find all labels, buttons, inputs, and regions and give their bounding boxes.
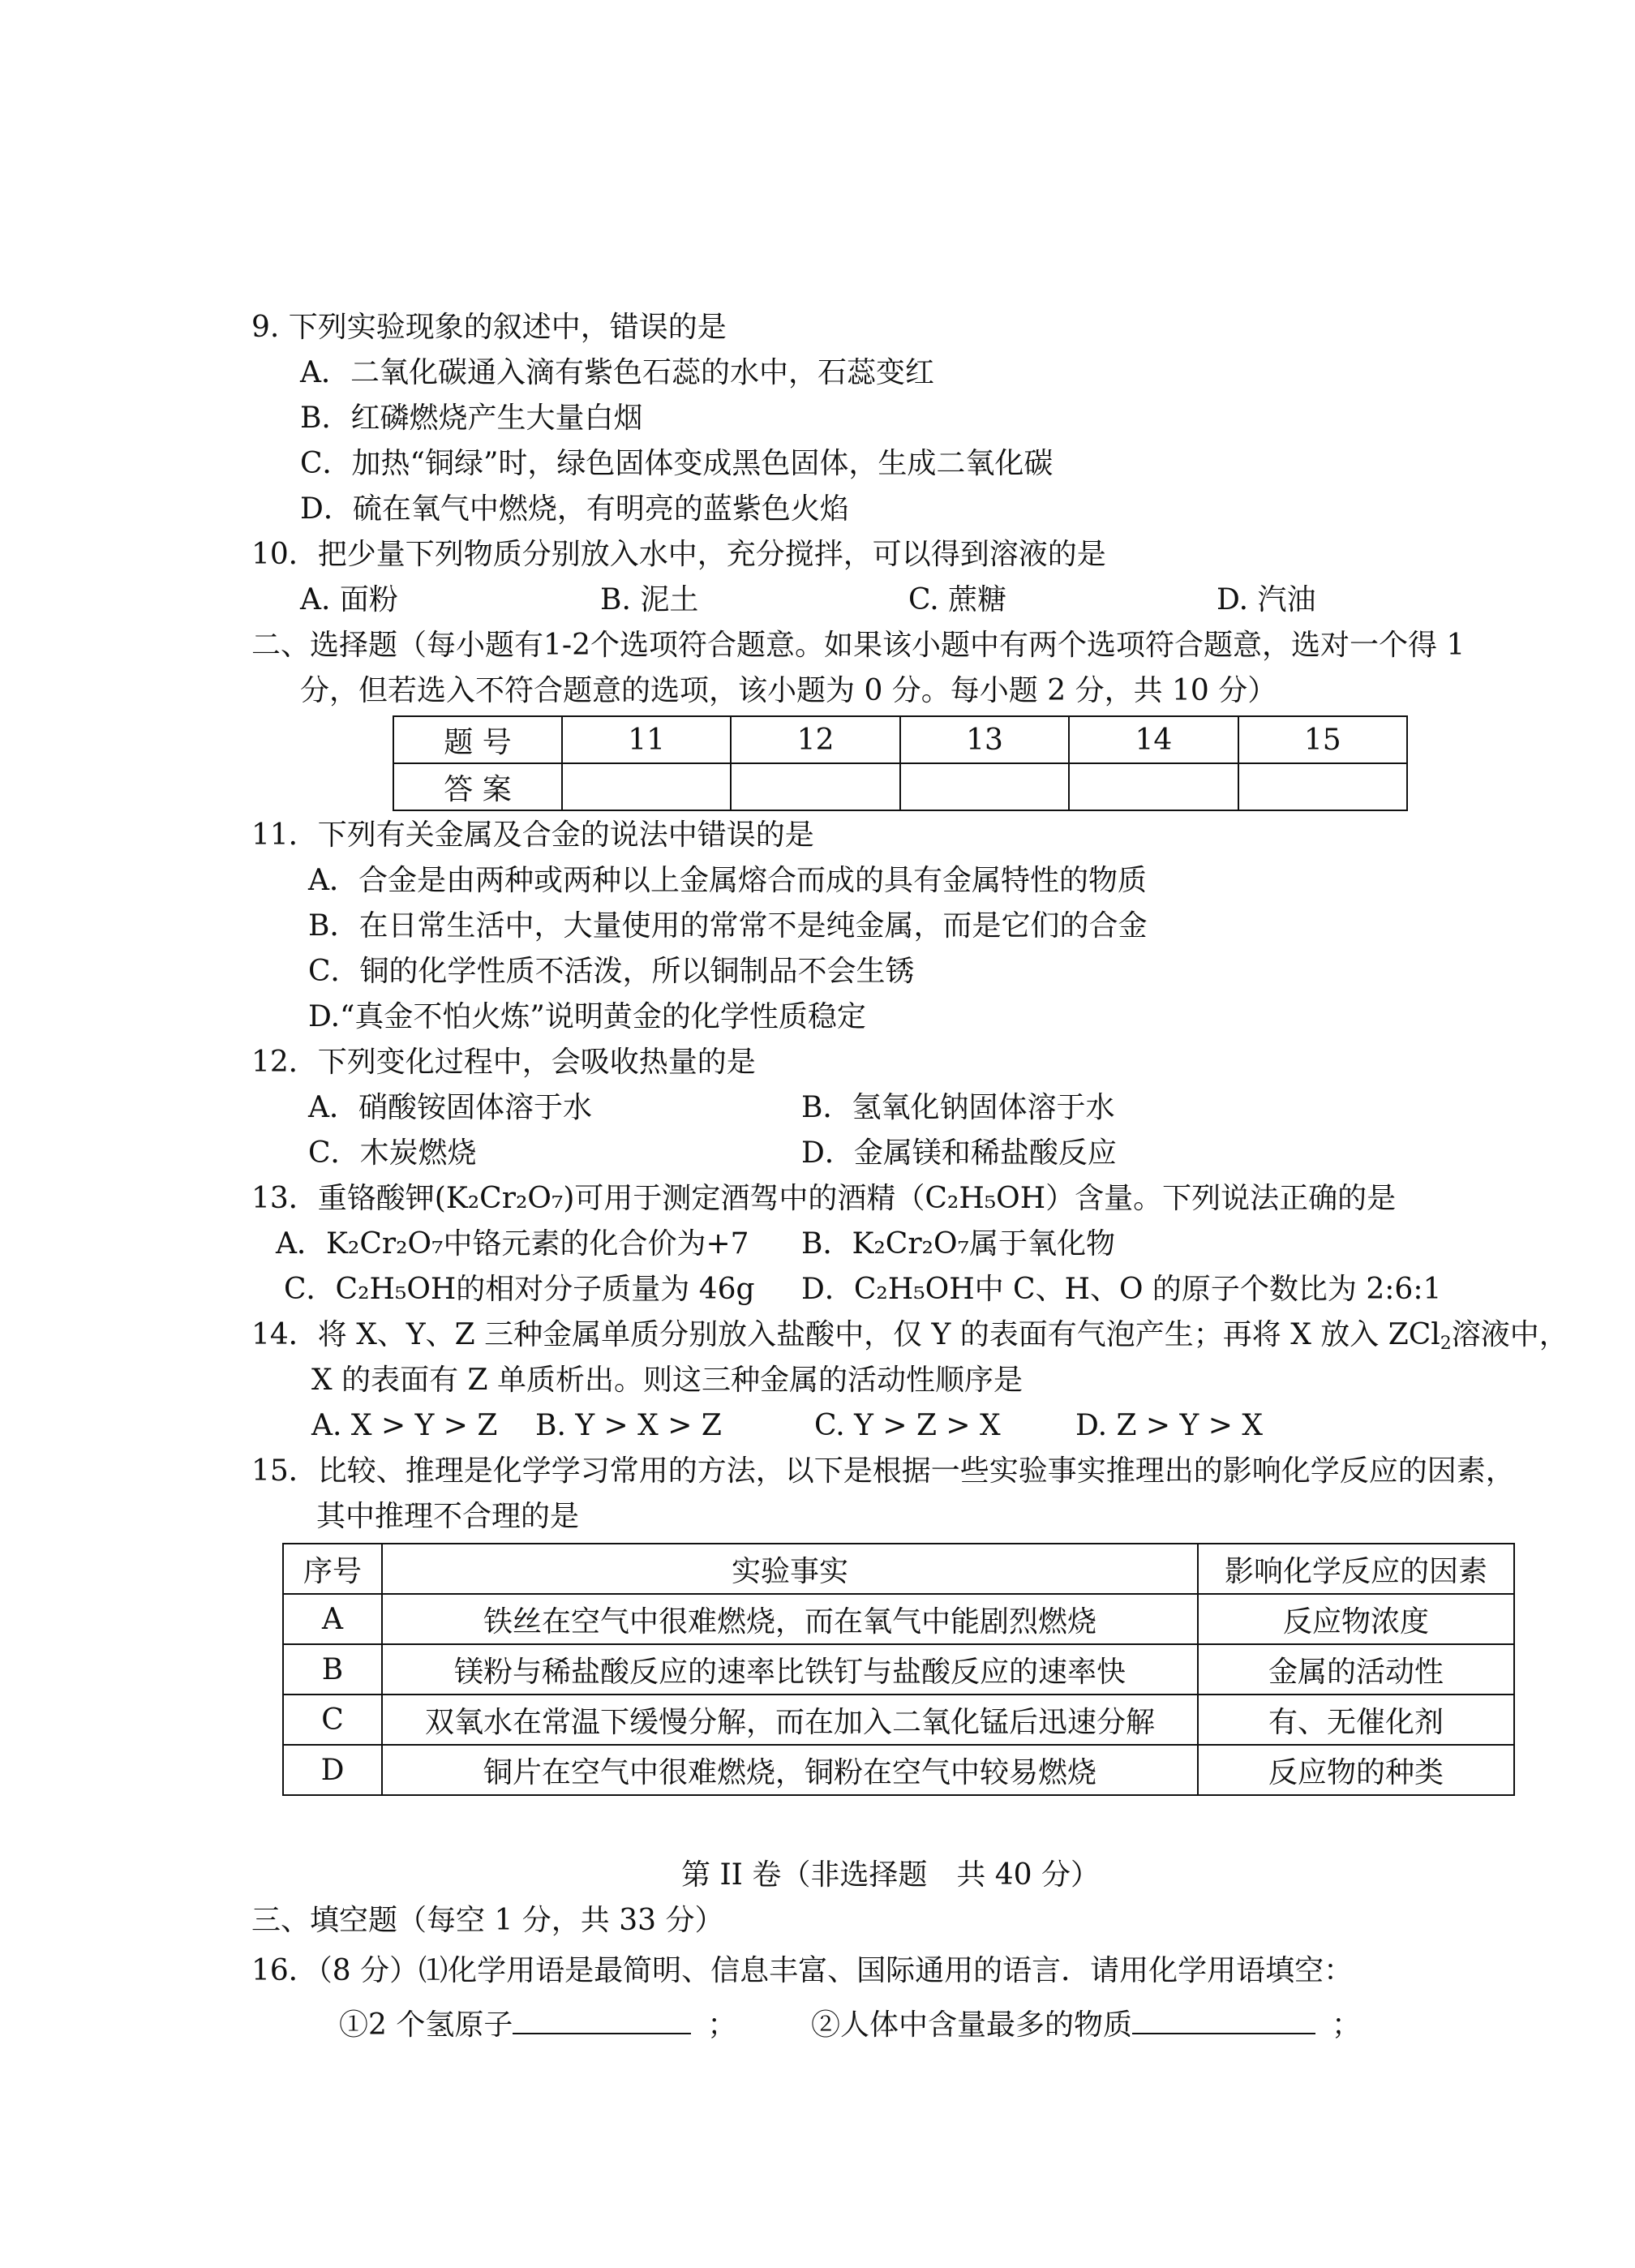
q16-item1-end: ； bbox=[707, 2008, 737, 2042]
q14-line1-text: 14．将 X、Y、Z 三种金属单质分别放入盐酸中，仅 Y 的表面有气泡产生；再将 X 放入 ZCl bbox=[251, 1318, 1440, 1351]
q16-item1 bbox=[339, 2004, 736, 2043]
q9-option-c: C．加热“铜绿”时，绿色固体变成黑色固体，生成二氧化碳 bbox=[300, 447, 1054, 480]
q13-stem bbox=[251, 1181, 1396, 1217]
table-cell: 反应物的种类 bbox=[1198, 1745, 1514, 1795]
q12-option-c: C．木炭燃烧 bbox=[308, 1136, 477, 1170]
table-cell: 有、无催化剂 bbox=[1198, 1695, 1514, 1745]
q10-option-c: C. 蔗糖 bbox=[908, 583, 1007, 616]
formula-c2h5oh: C₂H₅OH bbox=[853, 1273, 975, 1306]
q10-option-b: B. 泥土 bbox=[600, 583, 699, 616]
fill-blank[interactable] bbox=[1132, 2004, 1315, 2034]
formula-k2cr2o7: K₂Cr₂O₇ bbox=[852, 1227, 969, 1261]
table-cell: A bbox=[283, 1594, 382, 1644]
table-cell: 铁丝在空气中很难燃烧，而在氧气中能剧烈燃烧 bbox=[382, 1594, 1198, 1644]
table-cell: B bbox=[283, 1644, 382, 1695]
option-letter: B． bbox=[801, 1227, 852, 1261]
table-cell: 铜片在空气中很难燃烧，铜粉在空气中较易燃烧 bbox=[382, 1745, 1198, 1795]
table-cell: 反应物浓度 bbox=[1198, 1594, 1514, 1644]
q16-item2-label: ②人体中含量最多的物质 bbox=[811, 2008, 1133, 2042]
section2-heading-line1: 二、选择题（每小题有1-2个选项符合题意。如果该小题中有两个选项符合题意，选对一个得 1 bbox=[251, 629, 1465, 662]
answer-table-number: 13 bbox=[900, 716, 1069, 763]
q14-option-b: B. Y > X > Z bbox=[535, 1409, 722, 1442]
answer-table bbox=[393, 715, 1408, 811]
answer-cell[interactable] bbox=[562, 763, 731, 810]
q15-table-header: 影响化学反应的因素 bbox=[1198, 1544, 1514, 1594]
q14-line1-end: 溶液中， bbox=[1451, 1318, 1568, 1351]
table-cell: D bbox=[283, 1745, 382, 1795]
table-row bbox=[283, 1594, 1514, 1644]
table-row bbox=[283, 1644, 1514, 1695]
answer-cell[interactable] bbox=[731, 763, 899, 810]
q10-stem: 10．把少量下列物质分别放入水中，充分搅拌，可以得到溶液的是 bbox=[251, 538, 1106, 571]
q14-line2: X 的表面有 Z 单质析出。则这三种金属的活动性顺序是 bbox=[311, 1364, 1023, 1397]
q16-item1-label: ①2 个氢原子 bbox=[339, 2008, 513, 2042]
q15-table-header: 序号 bbox=[283, 1544, 382, 1594]
q9-option-a: A．二氧化碳通入滴有紫色石蕊的水中，石蕊变红 bbox=[300, 356, 934, 389]
q11-stem: 11．下列有关金属及合金的说法中错误的是 bbox=[251, 818, 814, 852]
option-text: 属于氧化物 bbox=[968, 1227, 1115, 1261]
answer-cell[interactable] bbox=[1238, 763, 1407, 810]
option-text: 中 C、H、O 的原子个数比为 2:6:1 bbox=[974, 1273, 1442, 1306]
q10-option-a: A. 面粉 bbox=[300, 583, 398, 616]
q16-stem: 16．（8 分）⑴化学用语是最简明、信息丰富、国际通用的语言．请用化学用语填空： bbox=[251, 1954, 1354, 1987]
answer-cell[interactable] bbox=[1069, 763, 1238, 810]
q13-option-d bbox=[801, 1272, 1441, 1308]
answer-table-number: 14 bbox=[1069, 716, 1238, 763]
table-row bbox=[283, 1695, 1514, 1745]
option-text: 中铬元素的化合价为+7 bbox=[443, 1227, 749, 1261]
option-letter: A． bbox=[276, 1227, 326, 1261]
q15-line2: 其中推理不合理的是 bbox=[316, 1500, 580, 1533]
part2-title: 第 II 卷（非选择题 共 40 分） bbox=[681, 1858, 1101, 1892]
q11-option-d: D.“真金不怕火炼”说明黄金的化学性质稳定 bbox=[308, 1000, 866, 1033]
q14-option-a: A. X > Y > Z bbox=[311, 1409, 498, 1442]
q12-option-d: D．金属镁和稀盐酸反应 bbox=[801, 1136, 1117, 1170]
answer-table-number: 15 bbox=[1238, 716, 1407, 763]
fill-blank[interactable] bbox=[513, 2004, 691, 2034]
q9-option-b: B．红磷燃烧产生大量白烟 bbox=[300, 402, 643, 435]
answer-table-number: 12 bbox=[731, 716, 899, 763]
q13-option-b bbox=[801, 1226, 1115, 1262]
q9-stem: 9. 下列实验现象的叙述中，错误的是 bbox=[251, 311, 727, 344]
section2-heading-line2: 分，但若选入不符合题意的选项，该小题为 0 分。每小题 2 分，共 10 分） bbox=[300, 674, 1277, 707]
q15-line1: 15．比较、推理是化学学习常用的方法，以下是根据一些实验事实推理出的影响化学反应的因素， bbox=[251, 1454, 1515, 1488]
table-cell: C bbox=[283, 1695, 382, 1745]
q13-stem-post: )可用于测定酒驾中的酒精（ bbox=[563, 1182, 925, 1215]
formula-k2cr2o7: K₂Cr₂O₇ bbox=[326, 1227, 444, 1261]
q11-option-a: A．合金是由两种或两种以上金属熔合而成的具有金属特性的物质 bbox=[308, 864, 1147, 897]
q15-table bbox=[282, 1543, 1515, 1796]
q12-option-b: B．氢氧化钠固体溶于水 bbox=[801, 1091, 1115, 1124]
formula-k2cr2o7: K₂Cr₂O₇ bbox=[445, 1182, 564, 1215]
option-text: 的相对分子质量为 46g bbox=[456, 1273, 755, 1306]
q13-stem-end: ）含量。下列说法正确的是 bbox=[1045, 1182, 1397, 1215]
table-row bbox=[283, 1745, 1514, 1795]
answer-cell[interactable] bbox=[900, 763, 1069, 810]
q16-item2-end: ； bbox=[1332, 2008, 1362, 2042]
q12-stem: 12．下列变化过程中，会吸收热量的是 bbox=[251, 1046, 756, 1079]
q12-option-a: A．硝酸铵固体溶于水 bbox=[308, 1091, 592, 1124]
q15-table-header: 实验事实 bbox=[382, 1544, 1198, 1594]
option-letter: C． bbox=[284, 1273, 336, 1306]
answer-table-answer-label: 答 案 bbox=[393, 763, 562, 810]
q16-item2 bbox=[811, 2004, 1361, 2043]
q13-stem-pre: 13．重铬酸钾( bbox=[251, 1182, 446, 1215]
q14-option-d: D. Z > Y > X bbox=[1075, 1409, 1263, 1442]
section3-heading: 三、填空题（每空 1 分，共 33 分） bbox=[251, 1904, 724, 1937]
option-letter: D． bbox=[801, 1273, 854, 1306]
q11-option-b: B．在日常生活中，大量使用的常常不是纯金属，而是它们的合金 bbox=[308, 909, 1148, 943]
formula-c2h5oh: C₂H₅OH bbox=[925, 1182, 1046, 1215]
subscript: 2 bbox=[1440, 1334, 1452, 1354]
q11-option-c: C．铜的化学性质不活泼，所以铜制品不会生锈 bbox=[308, 955, 915, 988]
table-cell: 金属的活动性 bbox=[1198, 1644, 1514, 1695]
answer-table-header-label: 题 号 bbox=[393, 716, 562, 763]
q14-option-c: C. Y > Z > X bbox=[814, 1409, 1001, 1442]
table-cell: 镁粉与稀盐酸反应的速率比铁钉与盐酸反应的速率快 bbox=[382, 1644, 1198, 1695]
q10-option-d: D. 汽油 bbox=[1217, 583, 1316, 616]
q13-option-a bbox=[276, 1226, 749, 1262]
q9-option-d: D．硫在氧气中燃烧，有明亮的蓝紫色火焰 bbox=[300, 492, 849, 526]
q14-line1 bbox=[251, 1317, 1568, 1353]
formula-c2h5oh: C₂H₅OH bbox=[335, 1273, 457, 1306]
table-cell: 双氧水在常温下缓慢分解，而在加入二氧化锰后迅速分解 bbox=[382, 1695, 1198, 1745]
answer-table-number: 11 bbox=[562, 716, 731, 763]
q13-option-c bbox=[284, 1272, 755, 1308]
